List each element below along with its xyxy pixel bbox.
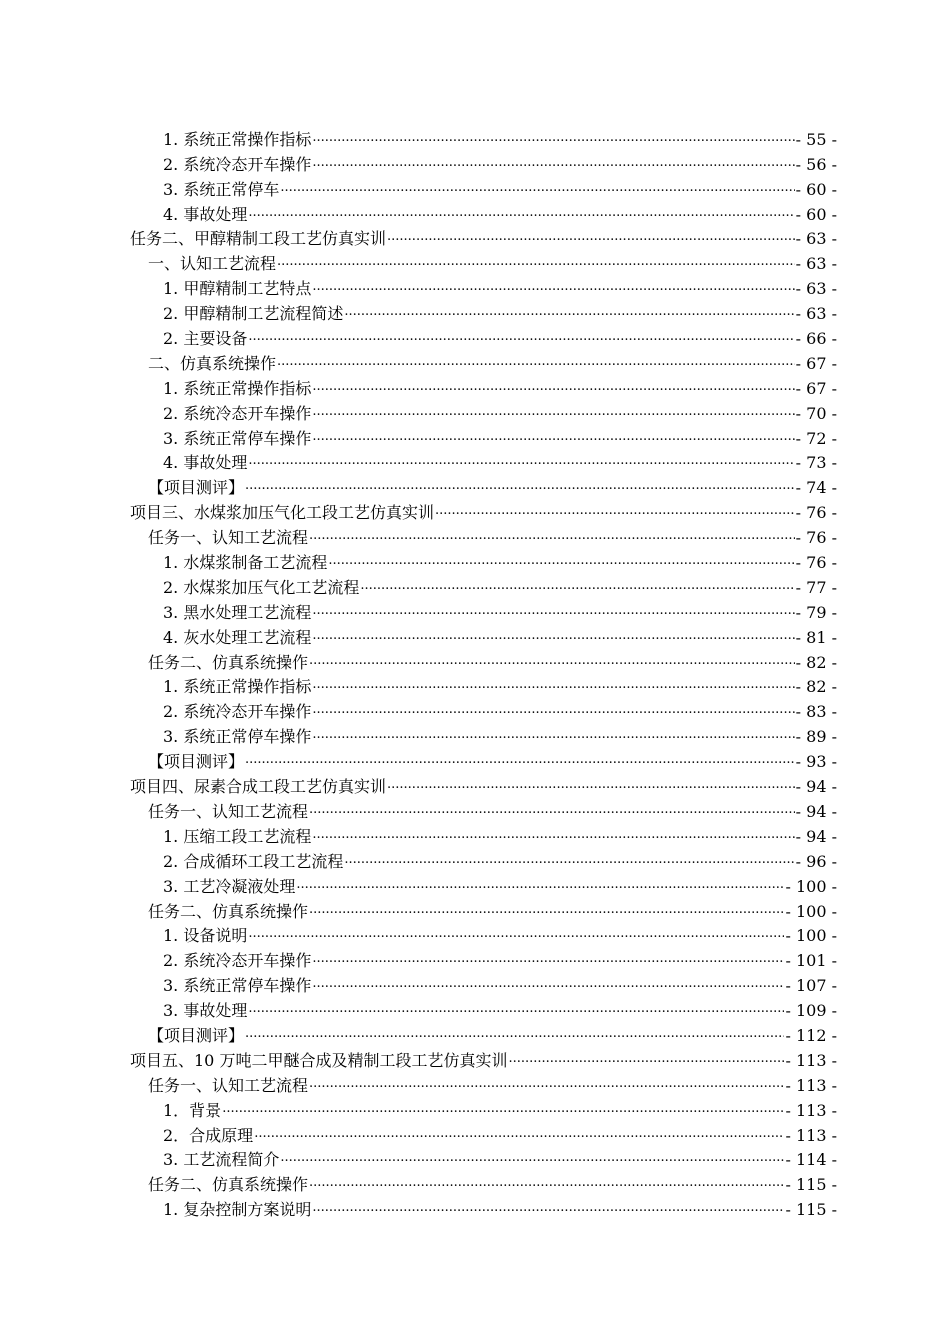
toc-entry-title: 【项目测评】 — [148, 752, 245, 772]
toc-entry[interactable] — [130, 200, 837, 225]
toc-dot-leader — [245, 1026, 784, 1046]
toc-dot-leader — [280, 180, 794, 200]
toc-dot-leader — [309, 802, 795, 822]
toc-entry[interactable] — [130, 747, 837, 772]
toc-dot-leader — [248, 329, 794, 349]
toc-entry-title: 4. 灰水处理工艺流程 — [163, 627, 312, 647]
toc-entry[interactable] — [130, 349, 837, 374]
toc-page-number: - 70 - — [795, 403, 837, 423]
toc-entry-title: 1. 甲醇精制工艺特点 — [163, 279, 312, 299]
toc-dot-leader — [245, 478, 795, 498]
toc-dot-leader — [309, 1076, 784, 1096]
toc-page-number: - 82 - — [795, 677, 837, 697]
toc-dot-leader — [312, 404, 794, 424]
toc-page-number: - 101 - — [785, 951, 837, 971]
toc-entry[interactable] — [130, 324, 837, 349]
toc-page-number: - 109 - — [785, 1001, 837, 1021]
toc-entry[interactable] — [130, 175, 837, 200]
toc-dot-leader — [254, 1126, 784, 1146]
toc-page-number: - 60 - — [795, 179, 837, 199]
toc-entry-title: 1. 系统正常操作指标 — [163, 378, 312, 398]
toc-entry[interactable] — [130, 1121, 837, 1146]
toc-dot-leader — [312, 279, 794, 299]
toc-dot-leader — [312, 702, 794, 722]
toc-dot-leader — [309, 528, 795, 548]
toc-dot-leader — [312, 603, 794, 623]
toc-entry[interactable] — [130, 797, 837, 822]
toc-entry-title: 1. 系统正常操作指标 — [163, 677, 312, 697]
toc-entry-title: 2. 系统冷态开车操作 — [163, 951, 312, 971]
toc-entry[interactable] — [130, 772, 837, 797]
toc-dot-leader — [387, 777, 795, 797]
toc-page-number: - 67 - — [795, 353, 837, 373]
toc-page-number: - 77 - — [795, 577, 837, 597]
toc-entry[interactable] — [130, 573, 837, 598]
toc-page-number: - 76 - — [795, 553, 837, 573]
toc-entry[interactable] — [130, 598, 837, 623]
toc-dot-leader — [360, 578, 794, 598]
toc-entry-title: 任务二、甲醇精制工段工艺仿真实训 — [130, 229, 387, 249]
toc-page-number: - 63 - — [795, 254, 837, 274]
toc-dot-leader — [309, 653, 795, 673]
toc-page-number: - 115 - — [785, 1175, 837, 1195]
toc-entry-title: 项目三、水煤浆加压气化工段工艺仿真实训 — [130, 503, 435, 523]
toc-entry-title: 2. 系统冷态开车操作 — [163, 154, 312, 174]
toc-entry-title: 2. 水煤浆加压气化工艺流程 — [163, 577, 360, 597]
toc-dot-leader — [508, 1051, 784, 1071]
toc-page-number: - 81 - — [795, 627, 837, 647]
toc-page-number: - 113 - — [785, 1050, 837, 1070]
toc-dot-leader — [344, 852, 794, 872]
toc-dot-leader — [312, 155, 794, 175]
toc-dot-leader — [248, 1001, 784, 1021]
toc-entry-title: 2. 系统冷态开车操作 — [163, 702, 312, 722]
toc-entry-title: 4. 事故处理 — [163, 453, 248, 473]
toc-dot-leader — [312, 976, 784, 996]
toc-entry-title: 3. 黑水处理工艺流程 — [163, 602, 312, 622]
toc-entry[interactable] — [130, 897, 837, 922]
toc-dot-leader — [248, 205, 794, 225]
toc-page-number: - 63 - — [795, 304, 837, 324]
toc-dot-leader — [312, 429, 794, 449]
toc-entry-title: 任务一、认知工艺流程 — [148, 528, 309, 548]
toc-dot-leader — [312, 951, 784, 971]
toc-page-number: - 94 - — [795, 777, 837, 797]
toc-dot-leader — [222, 1101, 784, 1121]
toc-dot-leader — [309, 902, 784, 922]
toc-entry-title: 【项目测评】 — [148, 478, 245, 498]
toc-dot-leader — [328, 553, 794, 573]
toc-dot-leader — [280, 1150, 784, 1170]
toc-entry[interactable] — [130, 1170, 837, 1195]
toc-page-number: - 60 - — [795, 204, 837, 224]
toc-dot-leader — [312, 130, 794, 150]
toc-entry-title: 3. 工艺流程简介 — [163, 1150, 280, 1170]
toc-entry[interactable] — [130, 1146, 837, 1171]
toc-entry-title: 3. 工艺冷凝液处理 — [163, 876, 296, 896]
toc-page-number: - 76 - — [795, 528, 837, 548]
toc-dot-leader — [312, 628, 794, 648]
toc-dot-leader — [296, 877, 784, 897]
toc-entry[interactable] — [130, 697, 837, 722]
toc-page-number: - 72 - — [795, 428, 837, 448]
toc-entry[interactable] — [130, 996, 837, 1021]
toc-entry[interactable] — [130, 374, 837, 399]
toc-entry-title: 一、认知工艺流程 — [148, 254, 277, 274]
toc-entry[interactable] — [130, 249, 837, 274]
toc-page-number: - 56 - — [795, 154, 837, 174]
toc-entry[interactable] — [130, 847, 837, 872]
toc-entry[interactable] — [130, 1195, 837, 1220]
toc-entry[interactable] — [130, 872, 837, 897]
toc-entry-title: 任务一、认知工艺流程 — [148, 801, 309, 821]
toc-dot-leader — [245, 752, 795, 772]
toc-page-number: - 113 - — [785, 1100, 837, 1120]
toc-page-number: - 79 - — [795, 602, 837, 622]
toc-entry-title: 1. 复杂控制方案说明 — [163, 1200, 312, 1220]
toc-dot-leader — [435, 503, 795, 523]
toc-page-number: - 73 - — [795, 453, 837, 473]
toc-page-number: - 66 - — [795, 329, 837, 349]
toc-entry-title: 任务二、仿真系统操作 — [148, 901, 309, 921]
toc-entry-title: 【项目测评】 — [148, 1025, 245, 1045]
toc-page-number: - 113 - — [785, 1075, 837, 1095]
toc-entry[interactable] — [130, 399, 837, 424]
toc-page-number: - 76 - — [795, 503, 837, 523]
toc-page-number: - 94 - — [795, 826, 837, 846]
toc-page-number: - 93 - — [795, 752, 837, 772]
toc-page-number: - 82 - — [795, 652, 837, 672]
toc-dot-leader — [248, 453, 794, 473]
toc-entry[interactable] — [130, 150, 837, 175]
toc-dot-leader — [248, 926, 784, 946]
toc-dot-leader — [344, 304, 794, 324]
toc-page-number: - 89 - — [795, 727, 837, 747]
toc-entry[interactable] — [130, 722, 837, 747]
toc-entry[interactable] — [130, 449, 837, 474]
toc-dot-leader — [277, 254, 795, 274]
toc-entry[interactable] — [130, 125, 837, 150]
toc-entry[interactable] — [130, 1046, 837, 1071]
toc-entry[interactable] — [130, 648, 837, 673]
toc-page-number: - 112 - — [785, 1025, 837, 1045]
toc-dot-leader — [387, 229, 795, 249]
toc-entry[interactable] — [130, 274, 837, 299]
toc-entry-title: 项目四、尿素合成工段工艺仿真实训 — [130, 777, 387, 797]
toc-entry[interactable] — [130, 623, 837, 648]
toc-page-number: - 114 - — [785, 1150, 837, 1170]
toc-page-number: - 113 - — [785, 1125, 837, 1145]
toc-page-number: - 55 - — [795, 129, 837, 149]
toc-entry-title: 任务一、认知工艺流程 — [148, 1075, 309, 1095]
toc-entry-title: 1. 设备说明 — [163, 926, 248, 946]
toc-page-number: - 63 - — [795, 229, 837, 249]
toc-entry-title: 2. 系统冷态开车操作 — [163, 403, 312, 423]
toc-dot-leader — [312, 727, 794, 747]
toc-entry-title: 1．背景 — [163, 1100, 222, 1120]
toc-page-number: - 107 - — [785, 976, 837, 996]
toc-page-number: - 63 - — [795, 279, 837, 299]
toc-entry-title: 2. 主要设备 — [163, 329, 248, 349]
toc-page-number: - 74 - — [795, 478, 837, 498]
toc-entry-title: 4. 事故处理 — [163, 204, 248, 224]
toc-entry[interactable] — [130, 1071, 837, 1096]
toc-entry[interactable] — [130, 498, 837, 523]
toc-page-number: - 83 - — [795, 702, 837, 722]
toc-dot-leader — [277, 354, 795, 374]
toc-page-number: - 100 - — [785, 876, 837, 896]
toc-entry-title: 1. 系统正常操作指标 — [163, 129, 312, 149]
toc-entry-title: 3. 系统正常停车 — [163, 179, 280, 199]
toc-entry[interactable] — [130, 523, 837, 548]
toc-entry-title: 2. 甲醇精制工艺流程简述 — [163, 304, 344, 324]
toc-entry-title: 任务二、仿真系统操作 — [148, 1175, 309, 1195]
toc-page-number: - 67 - — [795, 378, 837, 398]
toc-entry-title: 2．合成原理 — [163, 1125, 254, 1145]
toc-entry[interactable] — [130, 673, 837, 698]
toc-entry-title: 任务二、仿真系统操作 — [148, 652, 309, 672]
toc-entry-title: 3. 系统正常停车操作 — [163, 976, 312, 996]
table-of-contents — [130, 125, 837, 1220]
toc-entry-title: 1. 水煤浆制备工艺流程 — [163, 553, 328, 573]
toc-entry-title: 二、仿真系统操作 — [148, 353, 277, 373]
toc-entry[interactable] — [130, 424, 837, 449]
toc-page-number: - 115 - — [785, 1200, 837, 1220]
toc-entry[interactable] — [130, 473, 837, 498]
toc-entry[interactable] — [130, 1021, 837, 1046]
toc-entry[interactable] — [130, 922, 837, 947]
toc-page-number: - 100 - — [785, 926, 837, 946]
toc-entry[interactable] — [130, 548, 837, 573]
toc-entry[interactable] — [130, 822, 837, 847]
toc-entry[interactable] — [130, 971, 837, 996]
toc-entry-title: 1. 压缩工段工艺流程 — [163, 826, 312, 846]
toc-entry[interactable] — [130, 946, 837, 971]
toc-entry-title: 项目五、10 万吨二甲醚合成及精制工段工艺仿真实训 — [130, 1050, 508, 1070]
toc-entry-title: 2. 合成循环工段工艺流程 — [163, 851, 344, 871]
toc-entry[interactable] — [130, 225, 837, 250]
toc-dot-leader — [312, 827, 794, 847]
toc-page-number: - 94 - — [795, 801, 837, 821]
toc-dot-leader — [312, 677, 794, 697]
toc-dot-leader — [312, 1200, 784, 1220]
toc-entry[interactable] — [130, 1096, 837, 1121]
toc-dot-leader — [312, 379, 794, 399]
toc-page-number: - 96 - — [795, 851, 837, 871]
toc-entry-title: 3. 系统正常停车操作 — [163, 727, 312, 747]
toc-dot-leader — [309, 1175, 784, 1195]
toc-entry[interactable] — [130, 299, 837, 324]
toc-entry-title: 3. 事故处理 — [163, 1001, 248, 1021]
toc-page-number: - 100 - — [785, 901, 837, 921]
toc-entry-title: 3. 系统正常停车操作 — [163, 428, 312, 448]
